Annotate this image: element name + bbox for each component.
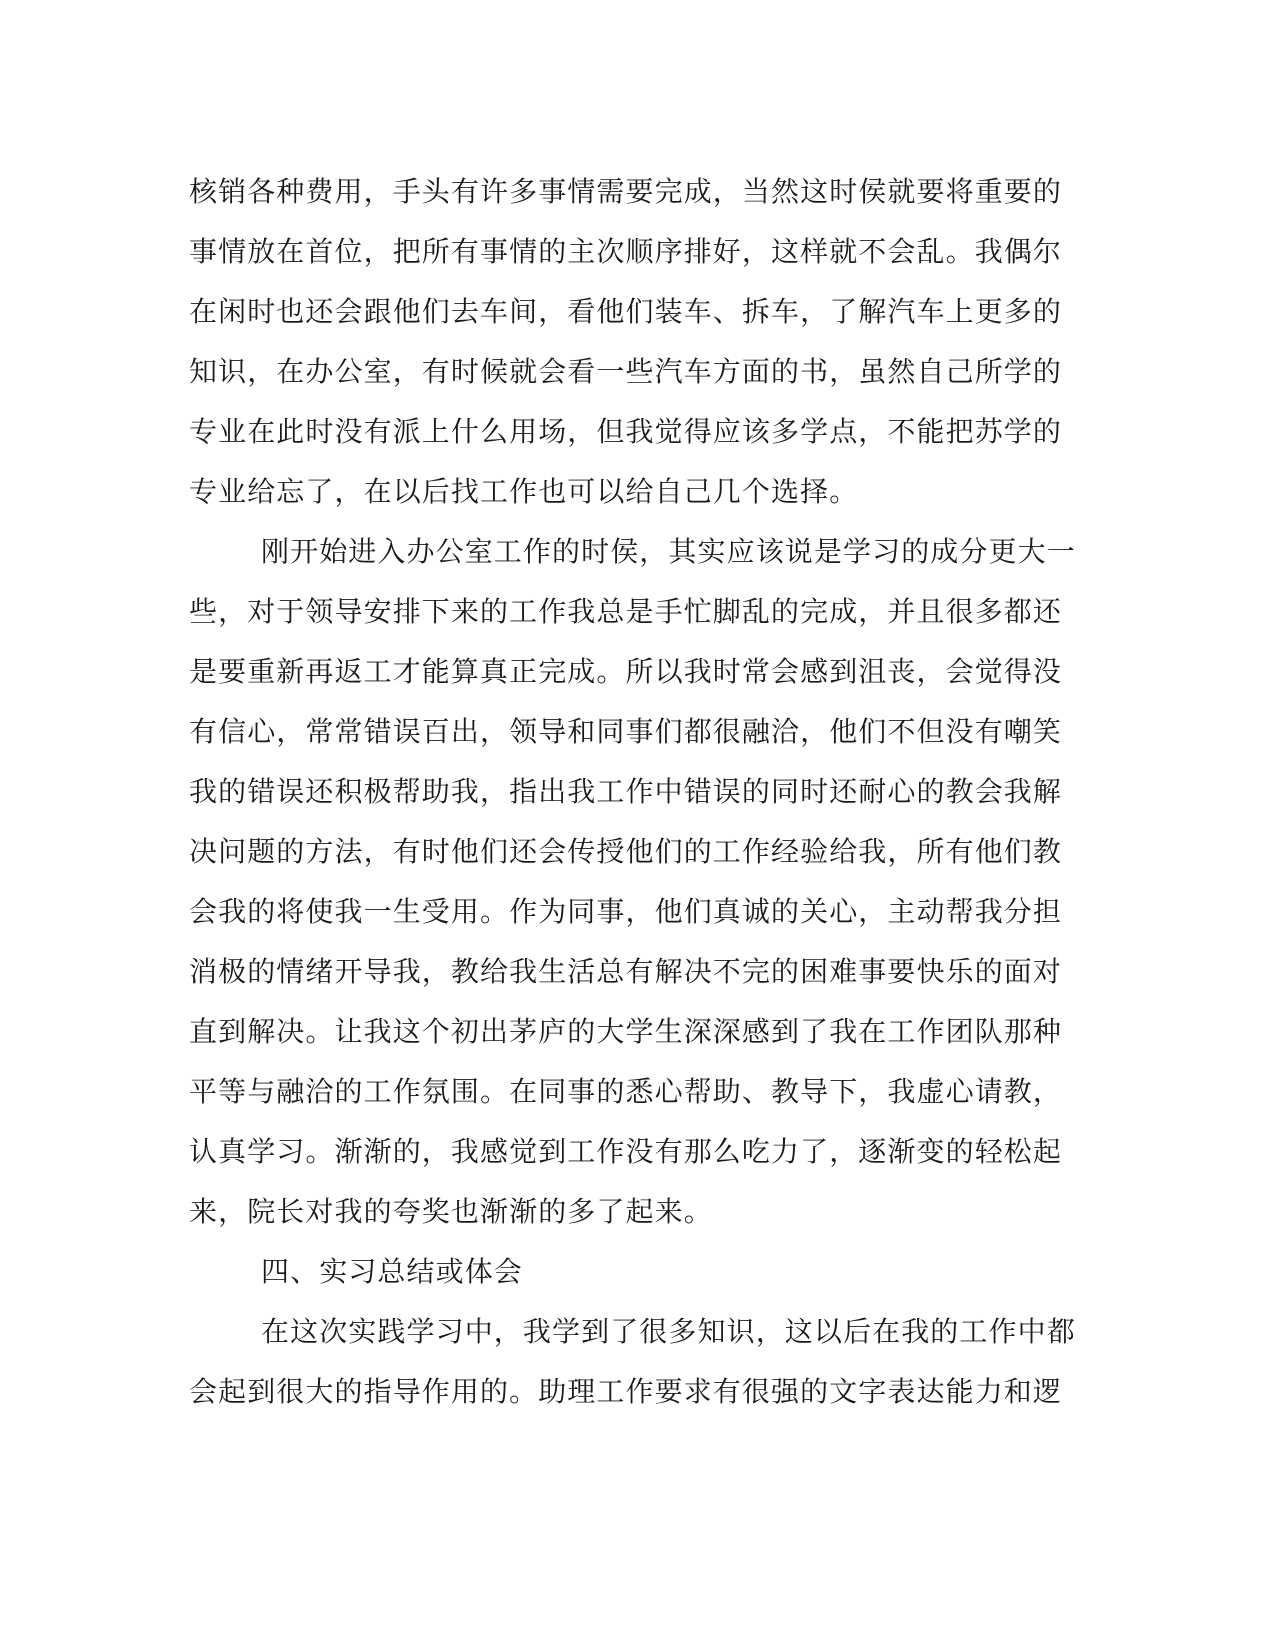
body-text (189, 162, 1076, 1422)
text-line-6: 专业给忘了，在以后找工作也可以给自己几个选择。 (189, 475, 859, 508)
paragraph-start-line: 刚开始进入办公室工作的时侯，其实应该说是学习的成分更大一 (261, 535, 1076, 568)
text-line-21: 会起到很大的指导作用的。助理工作要求有很强的文字表达能力和逻 (189, 1375, 1063, 1408)
text-line-11: 我的错误还积极帮助我，指出我工作中错误的同时还耐心的教会我解 (189, 775, 1063, 808)
text-line-15: 直到解决。让我这个初出茅庐的大学生深深感到了我在工作团队那种 (189, 1015, 1063, 1048)
text-line-9: 是要重新再返工才能算真正完成。所以我时常会感到沮丧，会觉得没 (189, 655, 1063, 688)
text-line-3: 在闲时也还会跟他们去车间，看他们装车、拆车，了解汽车上更多的 (189, 295, 1063, 328)
text-line-14: 消极的情绪开导我，教给我生活总有解决不完的困难事要快乐的面对 (189, 955, 1063, 988)
text-line-13: 会我的将使我一生受用。作为同事，他们真诚的关心，主动帮我分担 (189, 895, 1063, 928)
text-line-1: 核销各种费用，手头有许多事情需要完成，当然这时侯就要将重要的 (189, 175, 1063, 208)
text-line-17: 认真学习。渐渐的，我感觉到工作没有那么吃力了，逐渐变的轻松起 (189, 1135, 1063, 1168)
paragraph-start-line: 在这次实践学习中，我学到了很多知识，这以后在我的工作中都 (261, 1315, 1076, 1348)
section-heading: 四、实习总结或体会 (261, 1255, 523, 1288)
text-line-5: 专业在此时没有派上什么用场，但我觉得应该多学点，不能把苏学的 (189, 415, 1063, 448)
text-line-10: 有信心，常常错误百出，领导和同事们都很融洽，他们不但没有嘲笑 (189, 715, 1063, 748)
text-line-16: 平等与融洽的工作氛围。在同事的悉心帮助、教导下，我虚心请教， (189, 1075, 1063, 1108)
text-line-8: 些，对于领导安排下来的工作我总是手忙脚乱的完成，并且很多都还 (189, 595, 1063, 628)
text-line-2: 事情放在首位，把所有事情的主次顺序排好，这样就不会乱。我偶尔 (189, 235, 1063, 268)
text-line-18: 来，院长对我的夸奖也渐渐的多了起来。 (189, 1195, 713, 1228)
text-line-12: 决问题的方法，有时他们还会传授他们的工作经验给我，所有他们教 (189, 835, 1063, 868)
text-line-4: 知识，在办公室，有时候就会看一些汽车方面的书，虽然自己所学的 (189, 355, 1063, 388)
